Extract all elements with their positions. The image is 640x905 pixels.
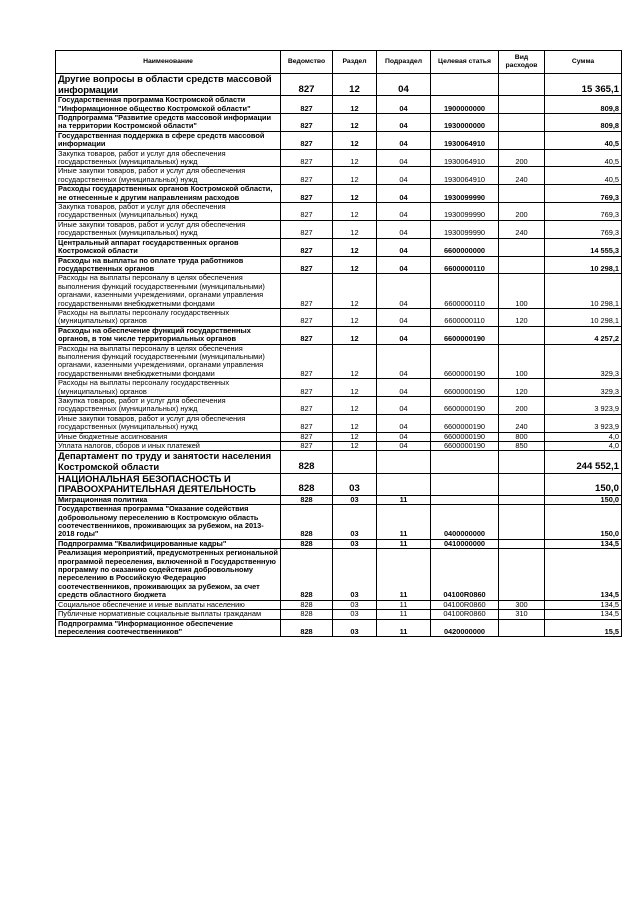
table-row	[56, 473, 622, 495]
cell-target: 1930000000	[431, 114, 499, 132]
table-row	[56, 308, 622, 326]
cell-section: 03	[333, 505, 377, 540]
cell-name: Другие вопросы в области средств массовой информации	[56, 74, 281, 96]
cell-section: 12	[333, 114, 377, 132]
cell-dept: 828	[281, 600, 333, 609]
cell-sum: 15,5	[545, 619, 622, 637]
cell-sum: 769,3	[545, 220, 622, 238]
cell-dept: 827	[281, 131, 333, 149]
cell-subsection: 04	[377, 238, 431, 256]
table-body	[56, 74, 622, 637]
cell-section: 03	[333, 539, 377, 548]
cell-exp-type: 200	[499, 149, 545, 167]
cell-sum: 150,0	[545, 495, 622, 504]
cell-target: 0400000000	[431, 505, 499, 540]
cell-exp-type: 800	[499, 432, 545, 441]
cell-exp-type	[499, 131, 545, 149]
cell-target	[431, 74, 499, 96]
cell-name: Иные закупки товаров, работ и услуг для обеспечения государственных (муниципальных) нужд	[56, 220, 281, 238]
cell-subsection: 11	[377, 549, 431, 600]
table-row	[56, 414, 622, 432]
cell-target: 04100R0860	[431, 610, 499, 619]
cell-section: 12	[333, 274, 377, 309]
cell-subsection: 04	[377, 167, 431, 185]
cell-sum: 4,0	[545, 432, 622, 441]
cell-dept: 827	[281, 379, 333, 397]
table-row	[56, 185, 622, 203]
cell-dept: 828	[281, 619, 333, 637]
cell-sum: 40,5	[545, 167, 622, 185]
cell-exp-type	[499, 96, 545, 114]
cell-target: 1930064910	[431, 131, 499, 149]
cell-exp-type: 240	[499, 220, 545, 238]
header-exp-type: Вид расходов	[499, 51, 545, 74]
cell-subsection: 04	[377, 326, 431, 344]
cell-exp-type: 120	[499, 379, 545, 397]
cell-dept: 827	[281, 167, 333, 185]
cell-section: 12	[333, 238, 377, 256]
cell-subsection: 04	[377, 256, 431, 274]
cell-exp-type: 120	[499, 308, 545, 326]
cell-section: 12	[333, 397, 377, 415]
table-row	[56, 600, 622, 609]
cell-target: 04100R0860	[431, 600, 499, 609]
cell-subsection: 04	[377, 432, 431, 441]
cell-section: 12	[333, 442, 377, 451]
cell-exp-type	[499, 619, 545, 637]
cell-target: 6600000110	[431, 256, 499, 274]
cell-section: 12	[333, 326, 377, 344]
cell-name: Расходы на обеспечение функций государственных органов, в том числе территориальных органов	[56, 326, 281, 344]
cell-sum: 150,0	[545, 505, 622, 540]
cell-dept: 827	[281, 220, 333, 238]
cell-dept: 828	[281, 610, 333, 619]
cell-dept: 827	[281, 203, 333, 221]
cell-target: 6600000190	[431, 326, 499, 344]
cell-name: Подпрограмма "Развитие средств массовой информации на территории Костромской области"	[56, 114, 281, 132]
cell-exp-type	[499, 256, 545, 274]
table-row	[56, 432, 622, 441]
cell-subsection: 11	[377, 600, 431, 609]
cell-target	[431, 451, 499, 473]
cell-name: Департамент по труду и занятости населения Костромской области	[56, 451, 281, 473]
cell-target: 1900000000	[431, 96, 499, 114]
cell-name: Расходы на выплаты персоналу в целях обеспечения выполнения функций государственными (муниципальными) органами, казенными учреждениями, органами управления государственными внебюджетными фондами	[56, 274, 281, 309]
table-row	[56, 344, 622, 379]
header-dept: Ведомство	[281, 51, 333, 74]
cell-exp-type	[499, 238, 545, 256]
cell-target: 0420000000	[431, 619, 499, 637]
cell-name: Расходы на выплаты персоналу в целях обеспечения выполнения функций государственными (муниципальными) органами, казенными учреждениями, органами управления государственными внебюджетными фондами	[56, 344, 281, 379]
cell-exp-type	[499, 451, 545, 473]
cell-exp-type: 200	[499, 397, 545, 415]
cell-section: 03	[333, 610, 377, 619]
cell-subsection: 04	[377, 185, 431, 203]
cell-target: 04100R0860	[431, 549, 499, 600]
cell-sum: 10 298,1	[545, 274, 622, 309]
cell-dept: 827	[281, 442, 333, 451]
cell-target	[431, 495, 499, 504]
cell-name: Иные закупки товаров, работ и услуг для обеспечения государственных (муниципальных) нужд	[56, 414, 281, 432]
cell-exp-type	[499, 549, 545, 600]
cell-dept: 827	[281, 397, 333, 415]
cell-exp-type	[499, 495, 545, 504]
cell-exp-type	[499, 74, 545, 96]
cell-sum: 4 257,2	[545, 326, 622, 344]
cell-name: Государственная поддержка в сфере средств массовой информации	[56, 131, 281, 149]
cell-sum: 134,5	[545, 600, 622, 609]
cell-target: 6600000110	[431, 308, 499, 326]
table-row	[56, 167, 622, 185]
cell-sum: 244 552,1	[545, 451, 622, 473]
cell-target: 0410000000	[431, 539, 499, 548]
cell-name: Государственная программа Костромской области "Информационное общество Костромской области"	[56, 96, 281, 114]
cell-sum: 809,8	[545, 96, 622, 114]
cell-subsection: 04	[377, 379, 431, 397]
cell-sum: 150,0	[545, 473, 622, 495]
cell-section: 12	[333, 256, 377, 274]
cell-exp-type: 310	[499, 610, 545, 619]
cell-exp-type	[499, 505, 545, 540]
cell-target: 1930064910	[431, 149, 499, 167]
cell-section: 12	[333, 379, 377, 397]
cell-target: 6600000190	[431, 397, 499, 415]
table-row	[56, 131, 622, 149]
cell-dept: 828	[281, 473, 333, 495]
table-row	[56, 379, 622, 397]
cell-exp-type	[499, 326, 545, 344]
cell-section: 12	[333, 220, 377, 238]
cell-dept: 827	[281, 185, 333, 203]
cell-dept: 828	[281, 495, 333, 504]
cell-dept: 827	[281, 274, 333, 309]
cell-target: 6600000190	[431, 379, 499, 397]
cell-exp-type: 200	[499, 203, 545, 221]
cell-exp-type: 100	[499, 344, 545, 379]
cell-subsection: 04	[377, 96, 431, 114]
cell-sum: 15 365,1	[545, 74, 622, 96]
cell-target: 6600000190	[431, 344, 499, 379]
cell-exp-type	[499, 473, 545, 495]
cell-exp-type	[499, 185, 545, 203]
cell-name: Государственная программа "Оказание содействия добровольному переселению в Костромскую область соотечественников, проживающих за рубежом, на 2013-2018 годы"	[56, 505, 281, 540]
cell-name: Миграционная политика	[56, 495, 281, 504]
cell-subsection: 04	[377, 442, 431, 451]
table-row	[56, 274, 622, 309]
cell-subsection: 11	[377, 619, 431, 637]
cell-subsection	[377, 451, 431, 473]
cell-subsection: 04	[377, 131, 431, 149]
cell-section: 12	[333, 203, 377, 221]
table-row	[56, 442, 622, 451]
cell-name: Иные бюджетные ассигнования	[56, 432, 281, 441]
cell-dept: 827	[281, 114, 333, 132]
cell-sum: 134,5	[545, 549, 622, 600]
cell-exp-type: 100	[499, 274, 545, 309]
cell-name: Уплата налогов, сборов и иных платежей	[56, 442, 281, 451]
cell-subsection: 04	[377, 414, 431, 432]
cell-dept: 827	[281, 74, 333, 96]
table-row	[56, 619, 622, 637]
cell-section: 12	[333, 414, 377, 432]
cell-section	[333, 451, 377, 473]
cell-dept: 827	[281, 344, 333, 379]
cell-section: 12	[333, 185, 377, 203]
cell-section: 12	[333, 167, 377, 185]
cell-dept: 828	[281, 451, 333, 473]
budget-table-sheet	[55, 50, 621, 637]
cell-subsection	[377, 473, 431, 495]
cell-dept: 827	[281, 326, 333, 344]
cell-name: Закупка товаров, работ и услуг для обеспечения государственных (муниципальных) нужд	[56, 149, 281, 167]
cell-target: 6600000190	[431, 442, 499, 451]
cell-section: 12	[333, 308, 377, 326]
cell-section: 03	[333, 619, 377, 637]
cell-name: Расходы на выплаты персоналу государственных (муниципальных) органов	[56, 379, 281, 397]
cell-dept: 827	[281, 432, 333, 441]
cell-subsection: 04	[377, 308, 431, 326]
cell-exp-type	[499, 114, 545, 132]
cell-sum: 3 923,9	[545, 414, 622, 432]
cell-dept: 827	[281, 414, 333, 432]
cell-section: 12	[333, 74, 377, 96]
cell-target: 6600000190	[431, 432, 499, 441]
cell-sum: 40,5	[545, 149, 622, 167]
cell-dept: 828	[281, 539, 333, 548]
budget-table	[55, 50, 622, 637]
cell-subsection: 11	[377, 610, 431, 619]
table-row	[56, 451, 622, 473]
cell-section: 12	[333, 432, 377, 441]
cell-subsection: 11	[377, 495, 431, 504]
header-name: Наименование	[56, 51, 281, 74]
cell-subsection: 11	[377, 505, 431, 540]
cell-exp-type: 240	[499, 167, 545, 185]
table-row	[56, 220, 622, 238]
header-subsection: Подраздел	[377, 51, 431, 74]
cell-section: 03	[333, 549, 377, 600]
header-section: Раздел	[333, 51, 377, 74]
cell-sum: 769,3	[545, 185, 622, 203]
cell-name: Иные закупки товаров, работ и услуг для обеспечения государственных (муниципальных) нужд	[56, 167, 281, 185]
cell-exp-type: 850	[499, 442, 545, 451]
cell-section: 12	[333, 344, 377, 379]
table-row	[56, 96, 622, 114]
cell-dept: 827	[281, 308, 333, 326]
cell-dept: 828	[281, 505, 333, 540]
cell-subsection: 11	[377, 539, 431, 548]
header-target: Целевая статья	[431, 51, 499, 74]
cell-sum: 134,5	[545, 539, 622, 548]
cell-target: 1930064910	[431, 167, 499, 185]
table-row	[56, 203, 622, 221]
table-row	[56, 256, 622, 274]
cell-name: Расходы на выплаты персоналу государственных (муниципальных) органов	[56, 308, 281, 326]
cell-name: Подпрограмма "Квалифицированные кадры"	[56, 539, 281, 548]
cell-section: 12	[333, 96, 377, 114]
cell-subsection: 04	[377, 344, 431, 379]
cell-sum: 809,8	[545, 114, 622, 132]
cell-subsection: 04	[377, 149, 431, 167]
cell-section: 03	[333, 600, 377, 609]
cell-subsection: 04	[377, 220, 431, 238]
cell-exp-type: 240	[499, 414, 545, 432]
cell-dept: 827	[281, 238, 333, 256]
cell-dept: 827	[281, 96, 333, 114]
cell-name: Подпрограмма "Информационное обеспечение переселения соотечественников"	[56, 619, 281, 637]
cell-sum: 329,3	[545, 379, 622, 397]
cell-exp-type	[499, 539, 545, 548]
table-row	[56, 610, 622, 619]
cell-target: 1930099990	[431, 220, 499, 238]
cell-sum: 10 298,1	[545, 256, 622, 274]
cell-target: 6600000110	[431, 274, 499, 309]
cell-dept: 827	[281, 149, 333, 167]
cell-sum: 14 555,3	[545, 238, 622, 256]
table-header-row	[56, 51, 622, 74]
table-row	[56, 149, 622, 167]
cell-section: 12	[333, 149, 377, 167]
cell-name: Публичные нормативные социальные выплаты гражданам	[56, 610, 281, 619]
cell-sum: 40,5	[545, 131, 622, 149]
table-row	[56, 539, 622, 548]
table-row	[56, 505, 622, 540]
cell-sum: 329,3	[545, 344, 622, 379]
table-row	[56, 397, 622, 415]
table-row	[56, 549, 622, 600]
cell-target	[431, 473, 499, 495]
cell-dept: 828	[281, 549, 333, 600]
cell-name: Расходы на выплаты по оплате труда работников государственных органов	[56, 256, 281, 274]
cell-sum: 134,5	[545, 610, 622, 619]
cell-subsection: 04	[377, 397, 431, 415]
cell-section: 12	[333, 131, 377, 149]
cell-target: 1930099990	[431, 185, 499, 203]
table-row	[56, 238, 622, 256]
cell-name: Закупка товаров, работ и услуг для обеспечения государственных (муниципальных) нужд	[56, 203, 281, 221]
cell-subsection: 04	[377, 74, 431, 96]
cell-subsection: 04	[377, 274, 431, 309]
cell-name: Центральный аппарат государственных органов Костромской области	[56, 238, 281, 256]
cell-name: Социальное обеспечение и иные выплаты населению	[56, 600, 281, 609]
cell-sum: 769,3	[545, 203, 622, 221]
cell-sum: 10 298,1	[545, 308, 622, 326]
table-row	[56, 326, 622, 344]
cell-name: НАЦИОНАЛЬНАЯ БЕЗОПАСНОСТЬ И ПРАВООХРАНИТЕЛЬНАЯ ДЕЯТЕЛЬНОСТЬ	[56, 473, 281, 495]
cell-target: 1930099990	[431, 203, 499, 221]
cell-subsection: 04	[377, 114, 431, 132]
cell-section: 03	[333, 473, 377, 495]
cell-exp-type: 300	[499, 600, 545, 609]
cell-section: 03	[333, 495, 377, 504]
cell-name: Закупка товаров, работ и услуг для обеспечения государственных (муниципальных) нужд	[56, 397, 281, 415]
header-sum: Сумма	[545, 51, 622, 74]
cell-dept: 827	[281, 256, 333, 274]
cell-target: 6600000000	[431, 238, 499, 256]
table-row	[56, 74, 622, 96]
cell-sum: 3 923,9	[545, 397, 622, 415]
cell-subsection: 04	[377, 203, 431, 221]
cell-name: Реализация мероприятий, предусмотренных региональной программой переселения, включенной в Государственную программу по оказанию содействия добровольному переселению в Российскую Федерацию соотечественников, проживающих за рубежом, за счет средств областного бюджета	[56, 549, 281, 600]
table-row	[56, 114, 622, 132]
table-row	[56, 495, 622, 504]
cell-name: Расходы государственных органов Костромской области, не отнесенные к другим направлениям расходов	[56, 185, 281, 203]
cell-sum: 4,0	[545, 442, 622, 451]
cell-target: 6600000190	[431, 414, 499, 432]
